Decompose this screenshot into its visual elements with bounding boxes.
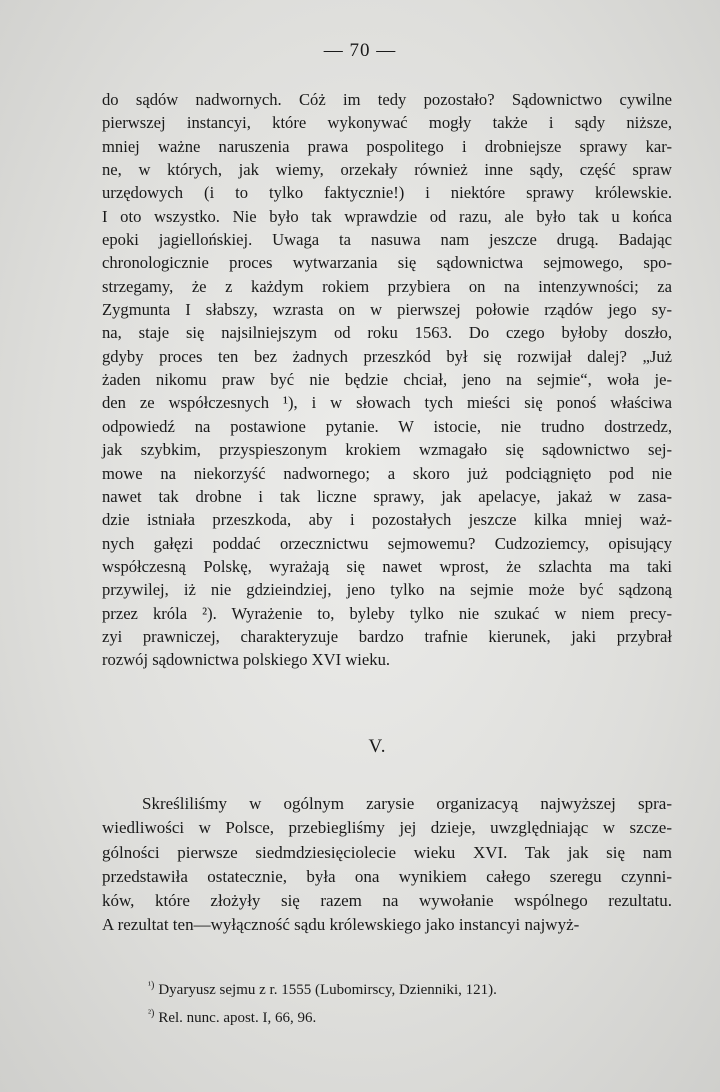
text-line: jak szybkim, przyspieszonym krokiem wzmagało się sądownictwo sej- <box>102 440 672 460</box>
page-number: — 70 — <box>323 40 397 61</box>
text-line: strzegamy, że z każdym rokiem przybiera on na intenzywności; za <box>102 276 672 296</box>
text-line: gdyby proces ten bez żadnych przeszkód był się rozwijał dalej? „Już <box>102 346 672 366</box>
section-heading: V. <box>368 736 387 757</box>
text-line: do sądów nadwornych. Cóż im tedy pozostało? Sądownictwo cywilne <box>102 90 672 109</box>
text-line: rozwój sądownictwa polskiego XVI wieku. <box>102 650 391 670</box>
text-line: pierwszej instancyi, które wykonywać mogły także i sądy niższe, <box>102 113 672 133</box>
text-line: żaden nikomu praw być nie będzie chciał, jeno na sejmie“, woła je- <box>102 370 672 390</box>
footnote <box>148 1002 497 1030</box>
text-line: ne, w których, jak wiemy, orzekały również inne sądy, część spraw <box>102 160 672 180</box>
text-line: ków, które złożyły się razem na wywołanie wspólnego rezultatu. <box>102 891 672 911</box>
text-line: dzie istniała przeszkoda, aby i pozostałych jeszcze kilka mniej waż- <box>102 510 672 530</box>
text-line: urzędowych (i to tylko faktycznie!) i niektóre sprawy królewskie. <box>102 183 672 203</box>
text-line: chronologicznie proces wytwarzania się sądownictwa sejmowego, spo- <box>102 253 672 273</box>
text-line: I oto wszystko. Nie było tak wprawdzie od razu, ale było tak u końca <box>102 206 672 226</box>
text-line: wiedliwości w Polsce, przebiegliśmy jej dzieje, uwzględniając w szcze- <box>102 818 672 838</box>
text-line: przywilej, iż nie gdzieindziej, jeno tylko na sejmie może być sądzoną <box>102 580 672 600</box>
text-line: Zygmunta I słabszy, wzrasta on w pierwszej połowie rządów jego sy- <box>102 300 672 320</box>
paragraph-section-v <box>102 792 672 938</box>
text-line: współczesną Polskę, wyrażają się nawet wprost, że szlachta ma taki <box>102 556 672 576</box>
text-line: mowe na niekorzyść nadwornego; a skoro już podciągnięto pod nie <box>102 463 672 483</box>
text-line: Skreśliliśmy w ogólnym zarysie organizacyą najwyższej spra- <box>142 794 672 813</box>
footnote-mark: ²) <box>148 1008 155 1019</box>
footnote-text: Rel. nunc. apost. I, 66, 96. <box>158 1010 317 1026</box>
text-line: odpowiedź na postawione pytanie. W istocie, nie trudno dostrzedz, <box>102 416 672 436</box>
paragraph-continuation <box>102 88 672 672</box>
text-line: nawet tak drobne i tak liczne sprawy, jak apelacye, jakaż w zasa- <box>102 486 672 506</box>
text-line: zyi prawniczej, charakteryzuje bardzo trafnie kierunek, jaki przybrał <box>102 626 672 646</box>
text-line: epoki jagiellońskiej. Uwaga ta nasuwa nam jeszcze drugą. Badając <box>102 230 672 250</box>
footnote-mark: ¹) <box>148 980 155 991</box>
text-line: den ze współczesnych ¹), i w słowach tych mieści się ponoś właściwa <box>102 393 672 413</box>
text-line: przez króla ²). Wyrażenie to, byleby tylko nie szukać w niem precy- <box>102 603 672 623</box>
text-line: na, staje się najsilniejszym od roku 1563. Do czego byłoby doszło, <box>102 323 672 343</box>
text-line: gólności pierwsze siedmdziesięciolecie wieku XVI. Tak jak się nam <box>102 842 672 862</box>
text-line: przedstawiła ostatecznie, była ona wynikiem całego szeregu czynni- <box>102 866 672 886</box>
footnote-text: Dyaryusz sejmu z r. 1555 (Lubomirscy, Dzienniki, 121). <box>158 982 497 998</box>
footnotes <box>148 974 497 1030</box>
footnote <box>148 974 497 1002</box>
text-line: mniej ważne naruszenia prawa pospolitego i drobniejsze sprawy kar- <box>102 136 672 156</box>
text-line: A rezultat ten—wyłączność sądu królewskiego jako instancyi najwyż- <box>102 915 580 935</box>
text-line: nych gałęzi poddać orzecznictwu sejmowemu? Cudzoziemcy, opisujący <box>102 533 672 553</box>
